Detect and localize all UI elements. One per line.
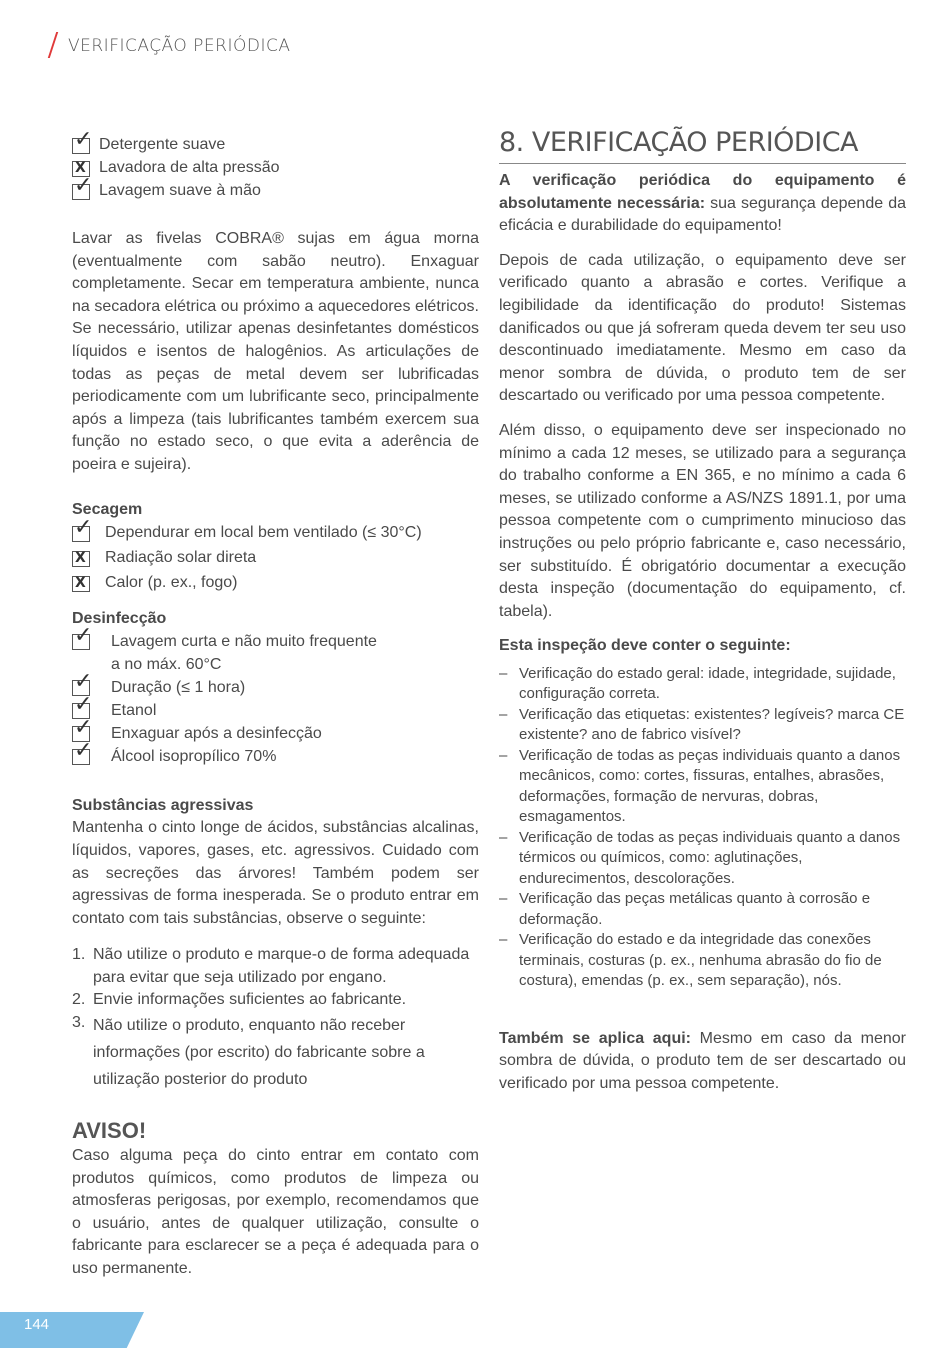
header-slash-mark <box>48 32 58 58</box>
list-item: X Lavadora de alta pressão <box>72 157 479 180</box>
list-item: – Verificação das etiquetas: existentes? legíveis? marca CE existente? ano de fabrico visível? <box>499 705 905 744</box>
list-item: – Verificação das peças metálicas quanto à corrosão e deformação. <box>499 890 871 928</box>
disinfection-title: Desinfecção <box>72 610 167 628</box>
list-item: – Verificação de todas as peças individuais quanto a danos térmicos ou químicos, como: aglutinações, endurecimentos, descolorações. <box>499 828 901 887</box>
also-applies-paragraph: Também se aplica aqui: Mesmo em caso da menor sombra de dúvida, o produto tem de ser descartado ou verificado por uma pessoa competente. <box>499 1029 906 1093</box>
checkbox-checked-icon <box>72 749 90 765</box>
list-item: ✓ Detergente suave <box>72 134 479 157</box>
header-title: VERIFICAÇÃO PERIÓDICA <box>68 36 291 56</box>
warning-paragraph: Caso alguma peça do cinto entrar em contato com produtos químicos, como produtos de limpeza ou atmosferas perigosas, por exemplo, recomendamos que o usuário, antes de qualquer utilização, consulte o fabricante para esclarecer se a peça é adequada para o uso permanente. <box>72 1147 479 1278</box>
list-item: – Verificação do estado e da integridade das conexões terminais, costuras (p. ex., nenhuma abrasão do fio de costura), emendas (p. ex., sem separação), nós. <box>499 931 882 990</box>
page-number-tab <box>0 1312 144 1348</box>
drying-title: Secagem <box>72 500 143 518</box>
warning-title: AVISO! <box>72 1118 147 1144</box>
inspection-title: Esta inspeção deve conter o seguinte: <box>499 637 791 655</box>
disinfection-checklist <box>72 631 479 769</box>
page-number: 144 <box>24 1316 50 1333</box>
list-item: ✓ Duração (≤ 1 hora) <box>72 677 479 700</box>
list-item: ✓ Enxaguar após a desinfecção <box>72 723 479 746</box>
list-item: 1. Não utilize o produto e marque-o de forma adequada para evitar que seja utilizado por engano. <box>72 946 470 986</box>
list-item: 2. Envie informações suficientes ao fabricante. <box>72 991 407 1009</box>
inspection-list <box>499 664 906 992</box>
checkbox-x-icon <box>72 576 90 592</box>
list-item: X Radiação solar direta <box>72 546 479 571</box>
list-item: ✓ Lavagem suave à mão <box>72 180 479 203</box>
inspection-paragraph-1: Depois de cada utilização, o equipamento deve ser verificado quanto a abrasão e cortes. Verifique a legibilidade da identificação do produto! Sistemas danificados ou que já sofreram queda devem ter seu uso descontinuado imediatamente. Mesmo em caso da menor sombra de dúvida, o produto tem de ser descartado ou verificado por uma pessoa competente. <box>499 251 906 405</box>
right-column <box>499 126 906 1096</box>
checkbox-x-icon <box>72 551 90 567</box>
intro-paragraph: A verificação periódica do equipamento é absolutamente necessária: sua segurança depende da eficácia e durabilidade do equipamento! <box>499 172 906 235</box>
list-item: ✓ Álcool isopropílico 70% <box>72 746 479 769</box>
left-column <box>72 134 479 1281</box>
drying-checklist <box>72 521 479 596</box>
list-item: ✓ Etanol <box>72 700 479 723</box>
list-item: 3. Não utilize o produto, enquanto não receber informações (por escrito) do fabricante sobre a utilização posterior do produto <box>72 1014 425 1089</box>
checkbox-checked-icon <box>72 184 90 200</box>
section-heading: 8. VERIFICAÇÃO PERIÓDICA <box>499 126 906 164</box>
checkbox-checked-icon <box>72 138 90 154</box>
aggressive-steps <box>72 944 479 1093</box>
list-item: – Verificação do estado geral: idade, integridade, sujidade, configuração correta. <box>499 664 896 703</box>
wash-paragraph: Lavar as fivelas COBRA® sujas em água morna (eventualmente com sabão neutro). Enxaguar completamente. Secar em temperatura ambiente, nunca na secadora elétrica ou próximo a aquecedores elétricos. Se necessário, utilizar apenas desinfetantes domésticos líquidos e isentos de halogênios. As articulações de todas as peças de metal devem ser lubrificadas periodicamente com um lubrificante seco, principalmente após a limpeza (tais lubrificantes também exercem sua função no estado seco, o que evita a aderência de poeira e sujeira). <box>72 230 479 473</box>
checkbox-checked-icon <box>72 634 90 650</box>
list-item: X Calor (p. ex., fogo) <box>72 571 479 596</box>
aggressive-paragraph: Mantenha o cinto longe de ácidos, substâncias alcalinas, líquidos, vapores, gases, etc. agressivos. Cuidado com as secreções das árvores! Também podem ser agressivas de forma inesperada. Se o produto entrar em contato com tais substâncias, observe o seguinte: <box>72 819 479 927</box>
list-item: – Verificação de todas as peças individuais quanto a danos mecânicos, como: cortes, fissuras, entalhes, abrasões, deformações, formação de nervuras, dobras, esmagamentos. <box>499 746 901 826</box>
aggressive-title: Substâncias agressivas <box>72 796 254 814</box>
list-item: ✓ Lavagem curta e não muito frequente <box>72 631 479 654</box>
checkbox-checked-icon <box>72 526 90 542</box>
list-item: ✓ Dependurar em local bem ventilado (≤ 30°C) <box>72 521 479 546</box>
wash-checklist <box>72 134 479 203</box>
list-item: a no máx. 60°C <box>111 655 222 673</box>
inspection-paragraph-2: Além disso, o equipamento deve ser inspecionado no mínimo a cada 12 meses, se utilizado para a segurança do trabalho conforme a EN 365, e no mínimo a cada 6 meses, se utilizado conforme a AS/NZS 1891.1, por uma pessoa competente com o cumprimento minucioso das instruções ou pelo próprio fabricante e, caso necessário, ser substituído. É obrigatório documentar a execução desta inspeção (documentação do equipamento, cf. tabela). <box>499 421 906 620</box>
